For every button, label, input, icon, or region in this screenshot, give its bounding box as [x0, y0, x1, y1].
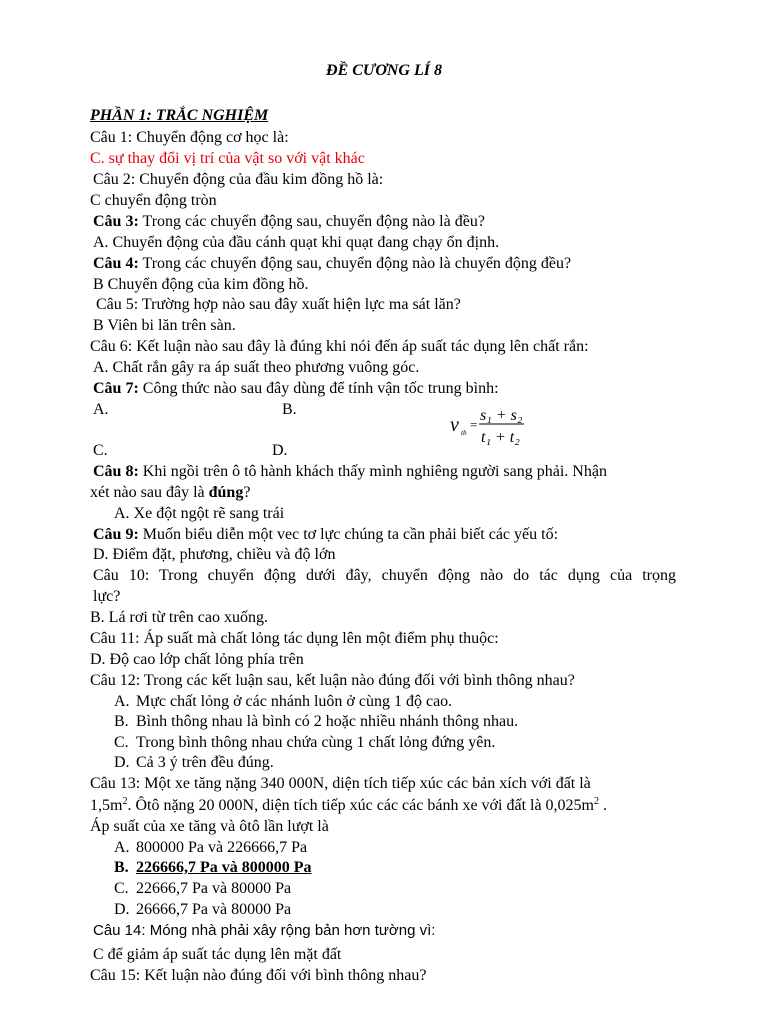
formula-v: v [450, 414, 459, 436]
question-13-text: . Ôtô nặng 20 000N, diện tích tiếp xúc các các bánh xe với đất là 0,025m [127, 797, 594, 814]
average-velocity-formula [448, 404, 528, 448]
question-4-label: Câu 4: [93, 255, 139, 272]
question-1: Câu 1: Chuyển động cơ học là: [90, 129, 289, 146]
question-8-text: Khi ngồi trên ô tô hành khách thấy mình nghiêng người sang phải. Nhận [138, 463, 607, 480]
question-12: Câu 12: Trong các kết luận sau, kết luận nào đúng đối với bình thông nhau? [90, 672, 575, 689]
question-5: Câu 5: Trường hợp nào sau đây xuất hiện lực ma sát lăn? [96, 296, 461, 313]
option-letter: B. [114, 859, 129, 876]
option-letter: C. [114, 880, 129, 897]
section-heading: PHẦN 1: TRẮC NGHIỆM [90, 107, 269, 124]
question-7-label: Câu 7: [93, 380, 139, 397]
question-8-text-2: xét nào sau đây là [90, 484, 209, 501]
option-letter: A. [114, 693, 130, 710]
document-title: ĐỀ CƯƠNG LÍ 8 [326, 62, 442, 79]
question-2: Câu 2: Chuyển động của đầu kim đồng hồ là: [93, 171, 384, 188]
option-letter: C. [114, 734, 129, 751]
question-13-line-3: Áp suất của xe tăng và ôtô lần lượt là [90, 818, 329, 835]
question-7-text: Công thức nào sau đây dùng để tính vận tốc trung bình: [138, 380, 499, 397]
formula-numerator: s₁ + s₂ [480, 407, 523, 424]
question-8-label: Câu 8: [93, 463, 139, 480]
option-letter: D. [114, 901, 130, 918]
question-3 [93, 212, 485, 232]
option-text: 800000 Pa và 226666,7 Pa [136, 839, 308, 856]
question-7-option-c: C. [93, 442, 108, 459]
exponent-2: 2 [594, 796, 599, 807]
option-text: Cả 3 ý trên đều đúng. [136, 754, 274, 771]
option-letter: D. [114, 754, 130, 771]
question-7-option-d: D. [272, 442, 288, 459]
formula-v-subscript: tb [461, 429, 467, 437]
answer-5: B Viên bi lăn trên sàn. [93, 317, 236, 334]
question-4 [93, 254, 571, 274]
question-3-label: Câu 3: [93, 213, 139, 230]
question-10-line-1: Câu 10: Trong chuyển động dưới đây, chuyển động nào do tác dụng của trọng [93, 567, 676, 584]
question-8-emphasis: đúng [208, 484, 244, 501]
question-13-period: . [599, 797, 607, 814]
question-12-option [114, 753, 274, 773]
question-13-option [114, 900, 291, 920]
option-text: 226666,7 Pa và 800000 Pa [136, 859, 312, 876]
question-8-line-2 [90, 483, 250, 503]
question-8-line-1 [93, 462, 607, 482]
answer-2: C chuyển động tròn [90, 192, 217, 209]
question-12-option [114, 692, 452, 712]
question-7 [93, 379, 499, 399]
answer-11: D. Độ cao lớp chất lỏng phía trên [90, 651, 304, 668]
question-9-text: Muốn biểu diễn một vec tơ lực chúng ta cần phải biết các yếu tố: [138, 526, 559, 543]
area-value-1: 1,5m [90, 797, 123, 814]
option-letter: A. [114, 839, 130, 856]
question-4-text: Trong các chuyển động sau, chuyển động nào là chuyển động đều? [138, 255, 572, 272]
question-13-line-1: Câu 13: Một xe tăng nặng 340 000N, diện tích tiếp xúc các bản xích với đất là [90, 775, 591, 792]
question-12-option [114, 712, 518, 732]
question-8-question-mark: ? [243, 484, 251, 501]
question-13-line-2 [90, 796, 607, 816]
question-7-option-a: A. [93, 401, 109, 418]
question-13-option [114, 879, 291, 899]
question-11: Câu 11: Áp suất mà chất lỏng tác dụng lên một điểm phụ thuộc: [90, 630, 499, 647]
question-13-correct-option [114, 858, 312, 878]
question-14: Câu 14: Móng nhà phải xây rộng bản hơn tường vì: [93, 922, 436, 939]
question-9-label: Câu 9: [93, 526, 139, 543]
question-13-option [114, 838, 307, 858]
answer-4: B Chuyển động của kim đồng hồ. [93, 276, 309, 293]
exponent-1: 2 [122, 796, 128, 807]
question-10-line-2: lực? [93, 588, 121, 605]
answer-10: B. Lá rơi từ trên cao xuống. [90, 609, 268, 626]
option-text: Mực chất lỏng ở các nhánh luôn ở cùng 1 độ cao. [136, 693, 453, 710]
option-text: 26666,7 Pa và 80000 Pa [136, 901, 292, 918]
question-6: Câu 6: Kết luận nào sau đây là đúng khi nói đến áp suất tác dụng lên chất rắn: [90, 338, 589, 355]
answer-1: C. sự thay đổi vị trí của vật so với vật khác [90, 150, 365, 167]
question-12-option [114, 733, 495, 753]
question-3-text: Trong các chuyển động sau, chuyển động nào là đều? [138, 213, 485, 230]
answer-8: A. Xe đột ngột rẽ sang trái [114, 505, 285, 522]
option-text: Trong bình thông nhau chứa cùng 1 chất lỏng đứng yên. [136, 734, 496, 751]
option-letter: B. [114, 713, 129, 730]
answer-3: A. Chuyển động của đầu cánh quạt khi quạt đang chạy ổn định. [93, 234, 500, 251]
formula-equals: = [470, 417, 478, 432]
answer-6: A. Chất rắn gây ra áp suất theo phương vuông góc. [93, 359, 420, 376]
option-text: 22666,7 Pa và 80000 Pa [136, 880, 292, 897]
question-9 [93, 525, 558, 545]
question-15: Câu 15: Kết luận nào đúng đối với bình thông nhau? [90, 967, 427, 984]
answer-9: D. Điểm đặt, phương, chiều và độ lớn [93, 546, 336, 563]
answer-14: C để giảm áp suất tác dụng lên mặt đất [93, 946, 342, 963]
formula-denominator: t₁ + t₂ [481, 429, 520, 446]
option-text: Bình thông nhau là bình có 2 hoặc nhiều nhánh thông nhau. [136, 713, 519, 730]
question-7-option-b: B. [282, 401, 297, 418]
